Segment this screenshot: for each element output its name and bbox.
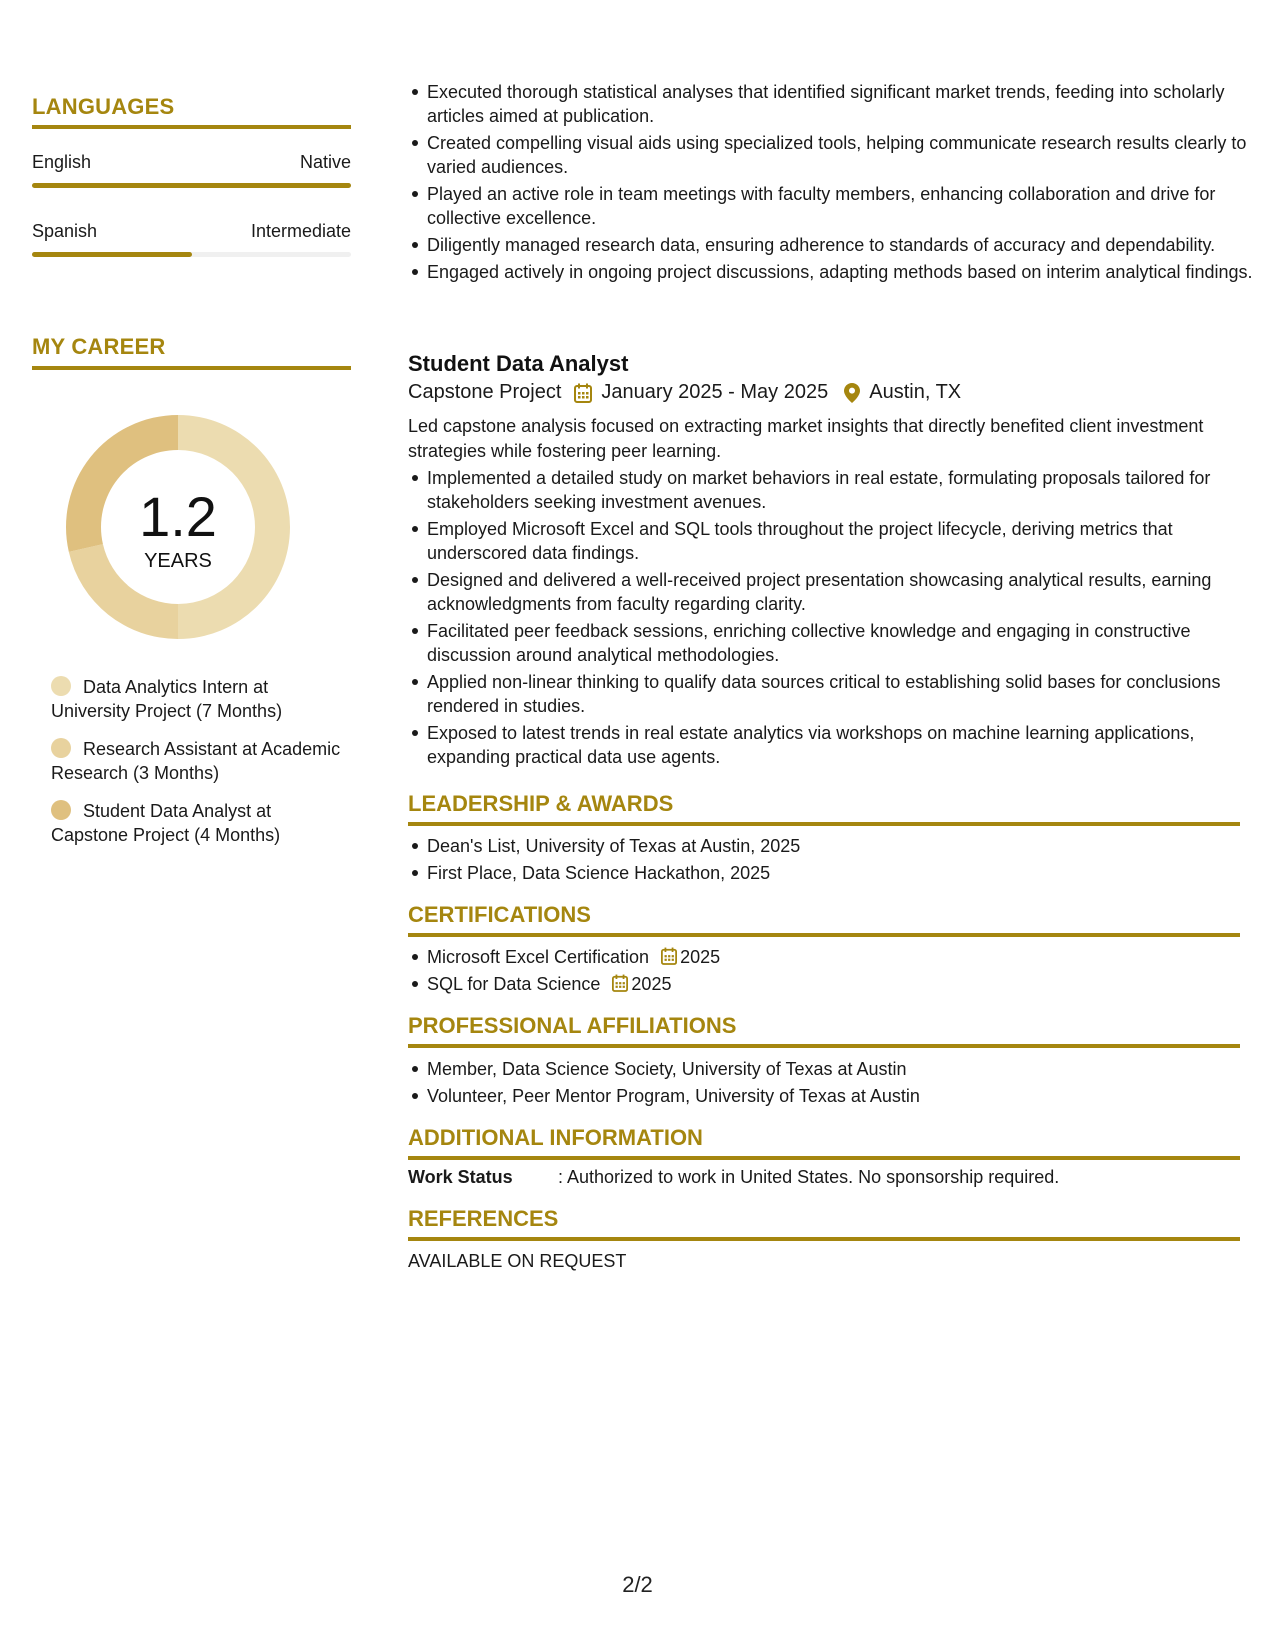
- career-total-unit: YEARS: [144, 550, 212, 572]
- list-item: Volunteer, Peer Mentor Program, University of Texas at Austin: [427, 1084, 1259, 1108]
- list-item: Employed Microsoft Excel and SQL tools throughout the project lifecycle, deriving metrics that underscored data findings.: [427, 517, 1259, 565]
- job-bullets: [408, 466, 1259, 772]
- career-donut-chart: [65, 414, 291, 640]
- list-item: Dean's List, University of Texas at Austin, 2025: [427, 834, 1259, 858]
- job-title: Student Data Analyst: [408, 351, 629, 376]
- languages-rule: [32, 125, 351, 129]
- references-title: REFERENCES: [408, 1206, 559, 1231]
- list-item: Exposed to latest trends in real estate analytics via workshops on machine learning applications, expanding practical data use agents.: [427, 721, 1259, 769]
- certifications-rule: [408, 933, 1240, 937]
- list-item: [427, 972, 1259, 996]
- affiliations-rule: [408, 1044, 1240, 1048]
- legend-dot-icon: [51, 738, 71, 758]
- leadership-rule: [408, 822, 1240, 826]
- certifications-title: CERTIFICATIONS: [408, 902, 591, 927]
- leadership-title: LEADERSHIP & AWARDS: [408, 791, 674, 816]
- certifications-list: [408, 945, 1259, 999]
- list-item: Played an active role in team meetings with faculty members, enhancing collaboration and drive for collective excellence.: [427, 182, 1259, 230]
- references-text: AVAILABLE ON REQUEST: [408, 1251, 627, 1271]
- language-bar: [32, 183, 351, 188]
- list-item: Designed and delivered a well-received project presentation showcasing analytical results, earning acknowledgments from faculty regarding clarity.: [427, 568, 1259, 616]
- list-item: First Place, Data Science Hackathon, 2025: [427, 861, 1259, 885]
- work-status-label: Work Status: [408, 1167, 513, 1187]
- experience-continued-list: [408, 80, 1259, 287]
- language-bar: [32, 252, 351, 257]
- list-item: [427, 945, 1259, 969]
- affiliations-title: PROFESSIONAL AFFILIATIONS: [408, 1013, 737, 1038]
- calendar-icon: [574, 383, 592, 403]
- list-item: Diligently managed research data, ensuring adherence to standards of accuracy and dependability.: [427, 233, 1259, 257]
- list-item: Applied non-linear thinking to qualify data sources critical to establishing solid bases for conclusions rendered in studies.: [427, 670, 1259, 718]
- language-level: Native: [299, 152, 351, 172]
- list-item: Engaged actively in ongoing project discussions, adapting methods based on interim analytical findings.: [427, 260, 1259, 284]
- language-level: Intermediate: [250, 221, 351, 241]
- language-item-english: [32, 152, 351, 173]
- calendar-icon: [661, 947, 677, 965]
- legend-dot-icon: [51, 676, 71, 696]
- certification-name: SQL for Data Science: [427, 974, 601, 994]
- location-pin-icon: [844, 383, 860, 403]
- work-status-value: : Authorized to work in United States. No sponsorship required.: [558, 1167, 1060, 1187]
- language-name: Spanish: [32, 221, 98, 241]
- list-item: Facilitated peer feedback sessions, enriching collective knowledge and engaging in constructive discussion around analytical methodologies.: [427, 619, 1259, 667]
- career-legend-item: [51, 737, 351, 785]
- career-total-value: 1.2: [139, 485, 217, 548]
- job-location: Austin, TX: [869, 381, 962, 403]
- leadership-list: [408, 834, 1259, 888]
- list-item: Member, Data Science Society, University of Texas at Austin: [427, 1057, 1259, 1081]
- language-item-spanish: [32, 221, 351, 242]
- certification-year: 2025: [631, 974, 672, 994]
- job-dates: January 2025 - May 2025: [601, 381, 829, 403]
- career-item-text: Student Data Analyst at Capstone Project (4 Months): [51, 801, 281, 845]
- calendar-icon: [612, 974, 628, 992]
- references-rule: [408, 1237, 1240, 1241]
- job-company: Capstone Project: [408, 381, 562, 403]
- career-item-text: Data Analytics Intern at University Project (7 Months): [51, 677, 283, 721]
- job-summary: Led capstone analysis focused on extracting market insights that directly benefited client investment strategies while fostering peer learning.: [408, 416, 1204, 461]
- work-status-row: [408, 1167, 1240, 1188]
- legend-dot-icon: [51, 800, 71, 820]
- list-item: Created compelling visual aids using specialized tools, helping communicate research results clearly to varied audiences.: [427, 131, 1259, 179]
- certification-year: 2025: [680, 947, 721, 967]
- job-meta: [408, 381, 961, 404]
- career-rule: [32, 366, 351, 370]
- career-legend-item: [51, 799, 351, 847]
- affiliations-list: [408, 1057, 1259, 1111]
- career-title: MY CAREER: [32, 334, 166, 359]
- certification-name: Microsoft Excel Certification: [427, 947, 650, 967]
- language-name: English: [32, 152, 92, 172]
- career-item-text: Research Assistant at Academic Research (3 Months): [51, 739, 341, 783]
- language-bar-fill: [32, 183, 351, 188]
- language-bar-fill: [32, 252, 192, 257]
- list-item: Executed thorough statistical analyses that identified significant market trends, feeding into scholarly articles aimed at publication.: [427, 80, 1259, 128]
- list-item: Implemented a detailed study on market behaviors in real estate, formulating proposals tailored for stakeholders seeking investment avenues.: [427, 466, 1259, 514]
- additional-info-title: ADDITIONAL INFORMATION: [408, 1125, 703, 1150]
- languages-title: LANGUAGES: [32, 94, 175, 119]
- additional-info-rule: [408, 1156, 1240, 1160]
- career-legend-item: [51, 675, 351, 723]
- page-number: 2/2: [622, 1572, 653, 1597]
